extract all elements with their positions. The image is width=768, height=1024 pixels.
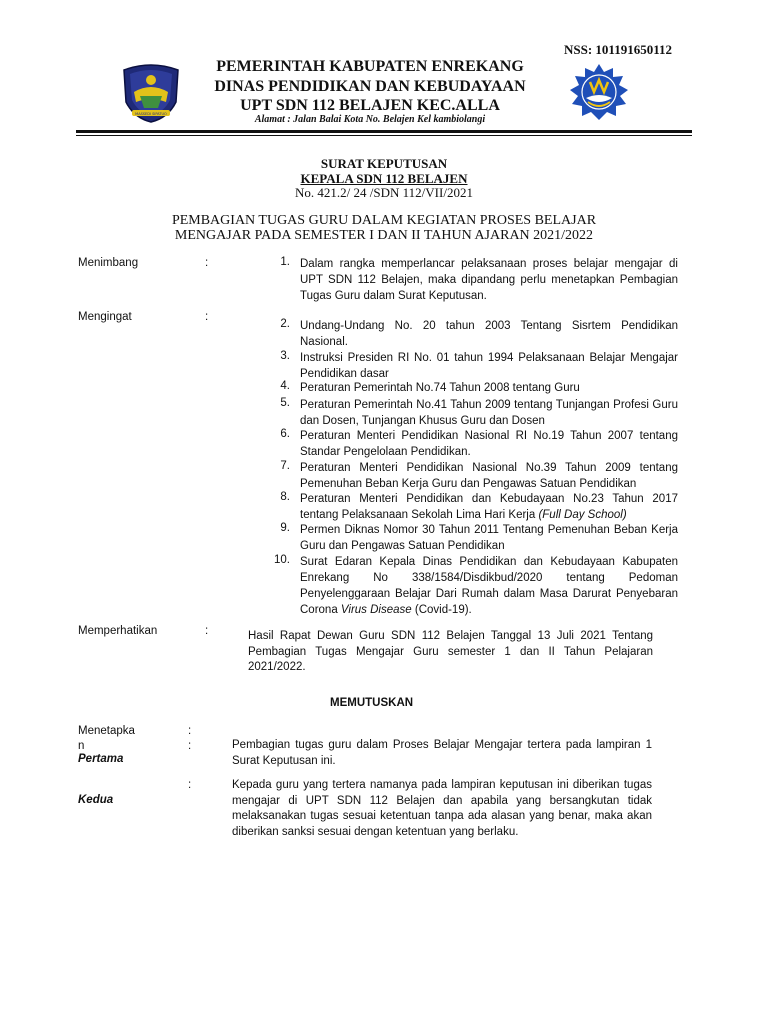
list-item-text: Undang-Undang No. 20 tahun 2003 Tentang Sisrtem Pendidikan Nasional. (300, 320, 678, 348)
list-item-number: 7. (280, 460, 290, 472)
section-label-mengingat: Mengingat (78, 311, 132, 323)
logo-left-motto: MASSEDI SIPATUO (135, 112, 167, 116)
list-item-number: 9. (280, 522, 290, 534)
list-item-number: 3. (280, 350, 290, 362)
list-item-text: Dalam rangka memperlancar pelaksanaan proses belajar mengajar di UPT SDN 112 Belajen, maka dipandang perlu menetapkan Pembagian Tugas Guru dalam Surat Keputusan. (300, 258, 678, 302)
list-item-text (300, 491, 678, 523)
enrekang-regency-crest-icon (118, 62, 184, 124)
decree-title: SURAT KEPUTUSAN (320, 156, 448, 171)
section-colon: : (205, 257, 209, 269)
section-label-memperhatikan: Memperhatikan (78, 625, 158, 637)
list-item-text: Peraturan Pemerintah No.74 Tahun 2008 tentang Guru (300, 382, 580, 394)
section-label-menetapkan: Menetapka (78, 725, 135, 737)
list-item-number: 1. (280, 256, 290, 268)
section-colon: : (188, 740, 192, 752)
list-item-number: 6. (280, 428, 290, 440)
letterhead-divider-thick (76, 130, 692, 133)
list-item-text: Instruksi Presiden RI No. 01 tahun 1994 Pelaksanaan Belajar Mengajar Pendidikan dasar (300, 352, 678, 380)
list-item-number: 5. (280, 397, 290, 409)
tut-wuri-handayani-emblem-icon (566, 62, 632, 124)
memperhatikan-text: Hasil Rapat Dewan Guru SDN 112 Belajen Tanggal 13 Juli 2021 Tentang Pembagian Tugas Mengajar Guru semester 1 dan II Tahun Pelajaran 2021/2022. (248, 630, 653, 673)
list-item-text (300, 554, 678, 618)
letterhead-school: UPT SDN 112 BELAJEN KEC.ALLA (240, 97, 500, 114)
decree-issuer: KEPALA SDN 112 BELAJEN (300, 171, 468, 186)
list-item-text-tail: (Covid-19). (411, 604, 472, 616)
decree-subject-line-1: PEMBAGIAN TUGAS GURU DALAM KEGIATAN PROSES BELAJAR (171, 213, 597, 228)
letterhead-department: DINAS PENDIDIKAN DAN KEBUDAYAAN (214, 78, 526, 95)
section-label-kedua: Kedua (78, 794, 114, 806)
list-item-text: Peraturan Menteri Pendidikan Nasional No.39 Tahun 2009 tentang Pemenuhan Beban Kerja Guru dan Pengawas Satuan Pendidikan (300, 462, 678, 490)
kedua-text: Kepada guru yang tertera namanya pada lampiran keputusan ini diberikan tugas mengajar di UPT SDN 112 Belajen dan apabila yang bersangkutan tidak melaksanakan tugas sesuai ketentuan tanpa ada alasan yang benar, maka akan diberikan sanksi sesuai dengan ketentuan yang berlaku. (232, 779, 652, 838)
letterhead-address: Alamat : Jalan Balai Kota No. Belajen Kel kambiolangi (254, 114, 486, 125)
list-item-number: 8. (280, 491, 290, 503)
list-item-text-italic: (Full Day School) (538, 509, 627, 521)
section-label-pertama: Pertama (78, 753, 124, 765)
section-label-menimbang: Menimbang (78, 257, 139, 269)
list-item-text: Peraturan Menteri Pendidikan Nasional RI No.19 Tahun 2007 tentang Standar Pengelolaan Pendidikan. (300, 430, 678, 458)
list-item-number: 2. (280, 318, 290, 330)
section-label-menetapkan-wrap: n (78, 740, 85, 752)
list-item-number: 4. (280, 380, 290, 392)
section-colon: : (188, 779, 192, 791)
list-item-text-italic: Virus Disease (340, 604, 412, 616)
memutuskan-heading: MEMUTUSKAN (330, 697, 414, 709)
school-id-number: NSS: 101191650112 (564, 42, 672, 57)
list-item-number: 10. (274, 554, 290, 566)
section-colon: : (205, 311, 209, 323)
pertama-text: Pembagian tugas guru dalam Proses Belajar Mengajar tertera pada lampiran 1 Surat Keputusan ini. (232, 739, 652, 767)
section-colon: : (205, 625, 209, 637)
decree-subject-line-2: MENGAJAR PADA SEMESTER I DAN II TAHUN AJARAN 2021/2022 (174, 228, 594, 243)
letterhead-government: PEMERINTAH KABUPATEN ENREKANG (216, 58, 524, 75)
list-item-text: Permen Diknas Nomor 30 Tahun 2011 Tentang Pemenuhan Beban Kerja Guru dan Pengawas Satuan Pendidikan (300, 524, 678, 552)
section-colon: : (188, 725, 192, 737)
list-item-text-plain: Peraturan Menteri Pendidikan dan Kebudayaan No.23 Tahun 2017 tentang Pelaksanaan Sekolah Lima Hari Kerja (300, 493, 678, 521)
list-item-text: Peraturan Pemerintah No.41 Tahun 2009 tentang Tunjangan Profesi Guru dan Dosen, Tunjangan Khusus Guru dan Dosen (300, 399, 678, 427)
letterhead-divider-thin (76, 135, 692, 136)
list-item-text-plain: Surat Edaran Kepala Dinas Pendidikan dan Kebudayaan Kabupaten Enrekang No 338/1584/Disdikbud/2020 tentang Pedoman Penyelenggaraan Belajar Dari Rumah dalam Masa Darurat Penyebaran Corona (300, 556, 678, 616)
decree-number: No. 421.2/ 24 /SDN 112/VII/2021 (295, 185, 473, 200)
